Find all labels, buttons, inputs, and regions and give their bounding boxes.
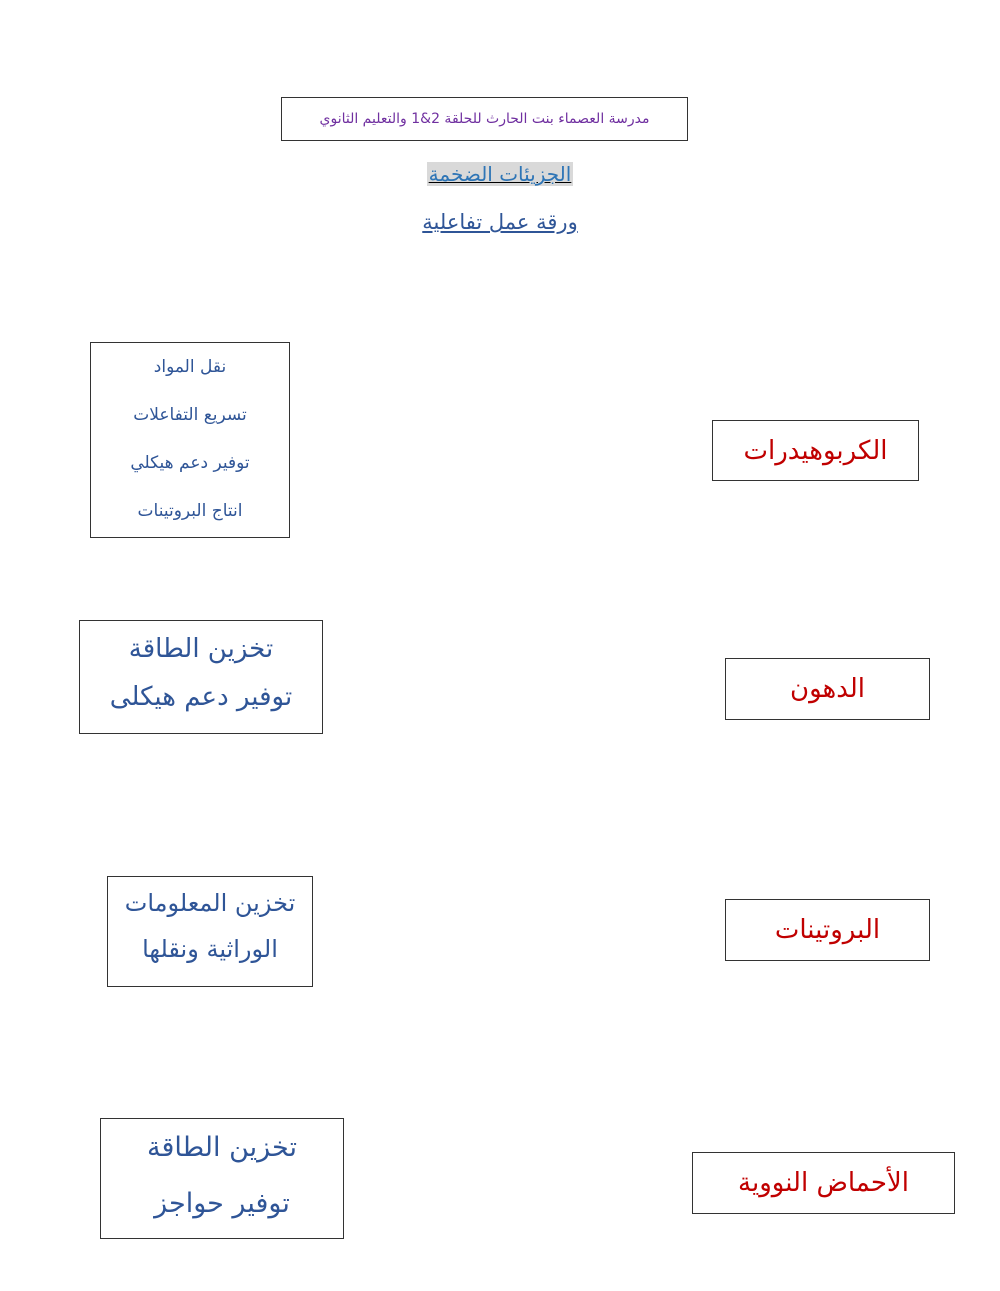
school-name-box	[281, 97, 688, 141]
answer-box-3[interactable]	[107, 876, 313, 987]
answer-line: توفير دعم هيكلى	[109, 682, 293, 712]
term-box-proteins[interactable]	[725, 899, 930, 961]
worksheet-subtitle: ورقة عمل تفاعلية	[422, 210, 578, 234]
worksheet-title-text: الجزيئات الضخمة	[428, 162, 572, 186]
term-label: البروتينات	[774, 915, 881, 945]
answer-box-2[interactable]	[79, 620, 323, 734]
answer-box-4[interactable]	[100, 1118, 344, 1239]
answer-box-1[interactable]	[90, 342, 290, 538]
answer-line: تخزين الطاقة	[128, 634, 274, 664]
term-box-carbohydrates[interactable]	[712, 420, 919, 481]
term-label: الأحماض النووية	[738, 1168, 909, 1198]
answer-line: تسريع التفاعلات	[133, 405, 247, 425]
worksheet-title	[0, 162, 1000, 186]
answer-line: نقل المواد	[153, 357, 227, 377]
answer-line: الوراثية ونقلها	[142, 935, 278, 963]
answer-line: تخزين المعلومات	[124, 889, 296, 917]
term-box-nucleic-acids[interactable]	[692, 1152, 955, 1214]
term-label: الدهون	[789, 674, 866, 704]
answer-line: توفير حواجز	[154, 1188, 290, 1219]
school-name: مدرسة العصماء بنت الحارث للحلقة 2&1 والتعليم الثانوي	[319, 111, 650, 127]
answer-line: انتاج البروتينات	[137, 501, 243, 521]
answer-line: تخزين الطاقة	[147, 1132, 297, 1163]
term-box-lipids[interactable]	[725, 658, 930, 720]
term-label: الكربوهيدرات	[743, 435, 888, 466]
answer-line: توفير دعم هيكلي	[130, 453, 250, 473]
